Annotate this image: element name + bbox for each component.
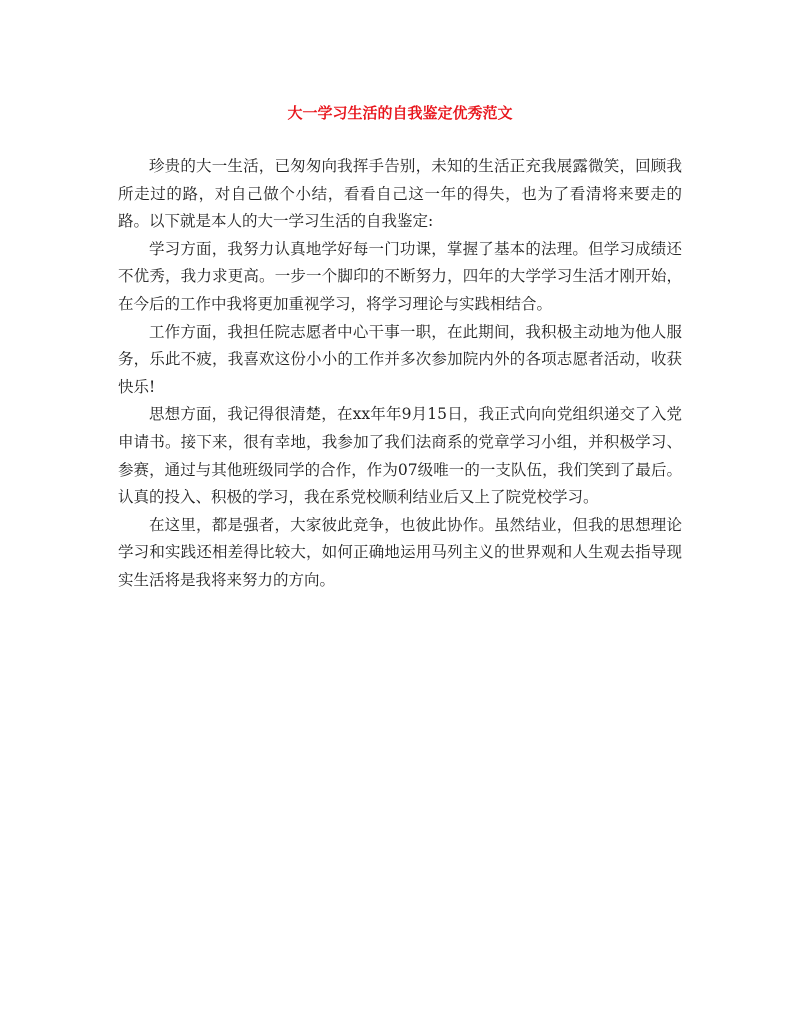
paragraph-conclusion: 在这里，都是强者，大家彼此竞争，也彼此协作。虽然结业，但我的思想理论学习和实践还相差得比较大，如何正确地运用马列主义的世界观和人生观去指导现实生活将是我将来努力的方向。 bbox=[118, 515, 682, 589]
paragraph-study: 学习方面，我努力认真地学好每一门功课，掌握了基本的法理。但学习成绩还不优秀，我力求更高。一步一个脚印的不断努力，四年的大学学习生活才刚开始，在今后的工作中我将更加重视学习，将学习理论与实践相结合。 bbox=[118, 239, 682, 313]
document-body bbox=[118, 153, 682, 595]
paragraph-work: 工作方面，我担任院志愿者中心干事一职，在此期间，我积极主动地为他人服务，乐此不疲，我喜欢这份小小的工作并多次参加院内外的各项志愿者活动，收获快乐! bbox=[118, 322, 682, 396]
document-title: 大一学习生活的自我鉴定优秀范文 bbox=[287, 104, 513, 122]
paragraph-intro: 珍贵的大一生活，已匆匆向我挥手告别，未知的生活正充我展露微笑，回顾我所走过的路，对自己做个小结，看看自己这一年的得失，也为了看清将来要走的路。以下就是本人的大一学习生活的自我鉴定: bbox=[118, 157, 682, 231]
paragraph-thought: 思想方面，我记得很清楚，在xx年年9月15日，我正式向向党组织递交了入党申请书。接下来，很有幸地，我参加了我们法商系的党章学习小组，并积极学习、参赛，通过与其他班级同学的合作，作为07级唯一的一支队伍，我们笑到了最后。认真的投入、积极的学习，我在系党校顺利结业后又上了院党校学习。 bbox=[118, 405, 682, 507]
